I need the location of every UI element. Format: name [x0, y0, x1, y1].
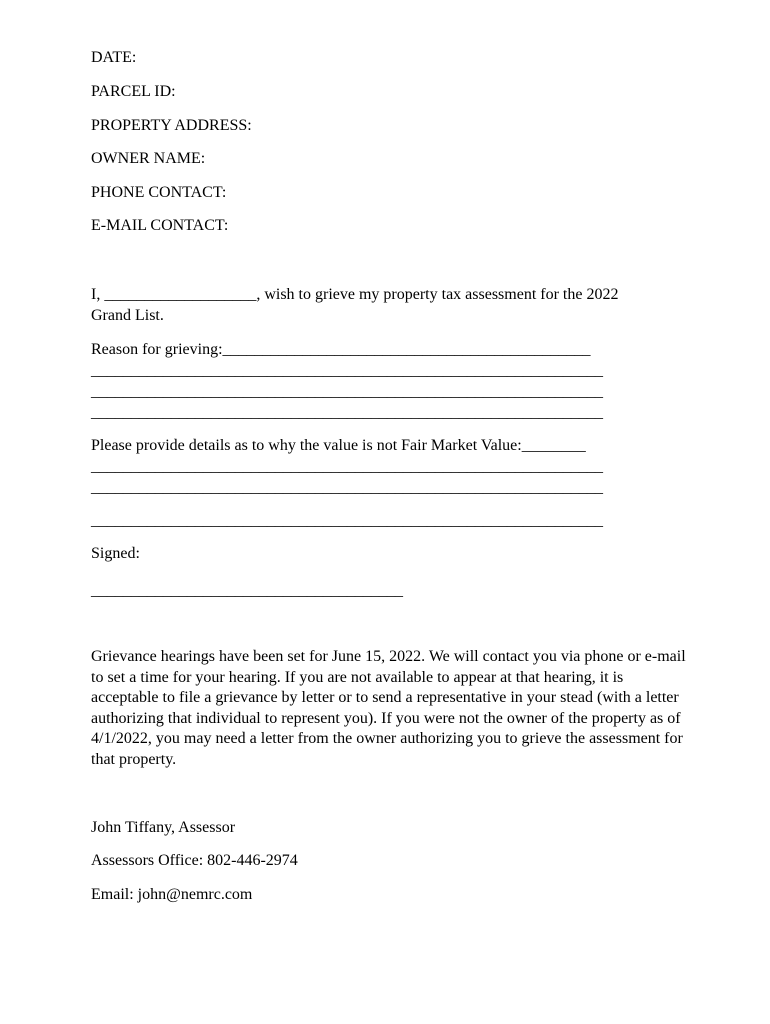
owner-name-label: OWNER NAME:: [91, 150, 206, 167]
details-blank-line: ________________________________________________________________: [91, 458, 603, 475]
reason-blank-line: ________________________________________________________________: [91, 383, 603, 400]
reason-label: Reason for grieving:______________________________________________: [91, 341, 591, 358]
assessor-name: John Tiffany, Assessor: [91, 819, 236, 836]
signed-label: Signed:: [91, 545, 140, 562]
details-label: Please provide details as to why the value is not Fair Market Value:________: [91, 437, 586, 454]
signature-line: _______________________________________: [91, 582, 403, 599]
hearing-notice-paragraph: Grievance hearings have been set for June 15, 2022. We will contact you via phone or e-mail to set a time for your hearing. If you are not available to appear at that hearing, it is acceptable to file a grievance by letter or to send a representative in your stead (with a letter authorizing that individual to represent you). If you were not the owner of the property as of 4/1/2022, you may need a letter from the owner authorizing you to grieve the assessment for that property.: [91, 648, 686, 768]
assessor-office-phone: Assessors Office: 802-446-2974: [91, 852, 298, 869]
details-blank-line: ________________________________________________________________: [91, 479, 603, 496]
date-label: DATE:: [91, 49, 137, 66]
phone-contact-label: PHONE CONTACT:: [91, 184, 227, 201]
parcel-id-label: PARCEL ID:: [91, 83, 176, 100]
statement-line-2: Grand List.: [91, 307, 164, 324]
property-address-label: PROPERTY ADDRESS:: [91, 117, 252, 134]
reason-blank-line: ________________________________________________________________: [91, 362, 603, 379]
statement-line-1: I, ___________________, wish to grieve my property tax assessment for the 2022: [91, 286, 619, 303]
email-contact-label: E-MAIL CONTACT:: [91, 217, 229, 234]
assessor-email: Email: john@nemrc.com: [91, 886, 253, 903]
details-blank-line: ________________________________________________________________: [91, 512, 603, 529]
reason-blank-line: ________________________________________________________________: [91, 404, 603, 421]
